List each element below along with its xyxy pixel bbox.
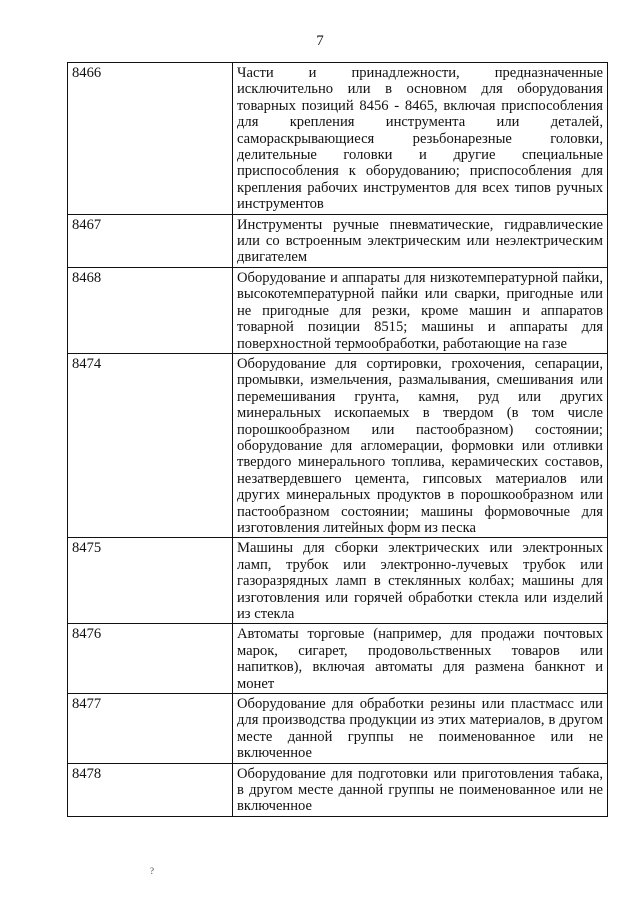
description-cell: Машины для сборки электрических или электронных ламп, трубок или электронно-лучевых трубок или газоразрядных ламп в стеклянных колбах; машины для изготовления или горячей обработки стекла или изделий из стекла — [233, 538, 608, 624]
page-number: 7 — [316, 33, 324, 49]
code-cell: 8474 — [68, 353, 233, 537]
description-cell: Оборудование для сортировки, грохочения, сепарации, промывки, измельчения, размалывания, смешивания или перемешивания грунта, камня, руд или других минеральных ископаемых в твердом (в том числе порошкообразном или пастообразном) состоянии; оборудование для агломерации, формовки или отливки твердого минерального топлива, керамических составов, незатвердевшего цемента, гипсовых материалов или других минеральных продуктов в порошкообразном или пастообразном состоянии; машины формовочные для изготовления литейных форм из песка — [233, 353, 608, 537]
code-cell: 8476 — [68, 624, 233, 694]
description-cell: Оборудование для подготовки или приготовления табака, в другом месте данной группы не поименованное или не включенное — [233, 763, 608, 816]
code-cell: 8468 — [68, 267, 233, 353]
footer-mark: ? — [150, 866, 154, 876]
codes-table — [67, 62, 608, 817]
description-cell: Оборудование для обработки резины или пластмасс или для производства продукции из этих материалов, в другом месте данной группы не поименованное или не включенное — [233, 694, 608, 764]
code-cell: 8467 — [68, 214, 233, 267]
table-row — [68, 214, 608, 267]
code-cell: 8475 — [68, 538, 233, 624]
description-cell: Части и принадлежности, предназначенные исключительно или в основном для оборудования товарных позиций 8456 - 8465, включая приспособления для крепления инструмента или деталей, самораскрывающиеся резьбонарезные головки, делительные головки и другие специальные приспособления к оборудованию; приспособления для крепления рабочих инструментов для всех типов ручных инструментов — [233, 63, 608, 215]
table-row — [68, 267, 608, 353]
code-cell: 8466 — [68, 63, 233, 215]
code-cell: 8477 — [68, 694, 233, 764]
description-cell: Инструменты ручные пневматические, гидравлические или со встроенным электрическим или неэлектрическим двигателем — [233, 214, 608, 267]
table-row — [68, 538, 608, 624]
table-row — [68, 63, 608, 215]
table-row — [68, 624, 608, 694]
table-row — [68, 763, 608, 816]
code-cell: 8478 — [68, 763, 233, 816]
table-row — [68, 694, 608, 764]
description-cell: Автоматы торговые (например, для продажи почтовых марок, сигарет, продовольственных товаров или напитков), включая автоматы для размена банкнот и монет — [233, 624, 608, 694]
description-cell: Оборудование и аппараты для низкотемпературной пайки, высокотемпературной пайки или сварки, пригодные или не пригодные для резки, кроме машин и аппаратов товарной позиции 8515; машины и аппараты для поверхностной термообработки, работающие на газе — [233, 267, 608, 353]
table-row — [68, 353, 608, 537]
